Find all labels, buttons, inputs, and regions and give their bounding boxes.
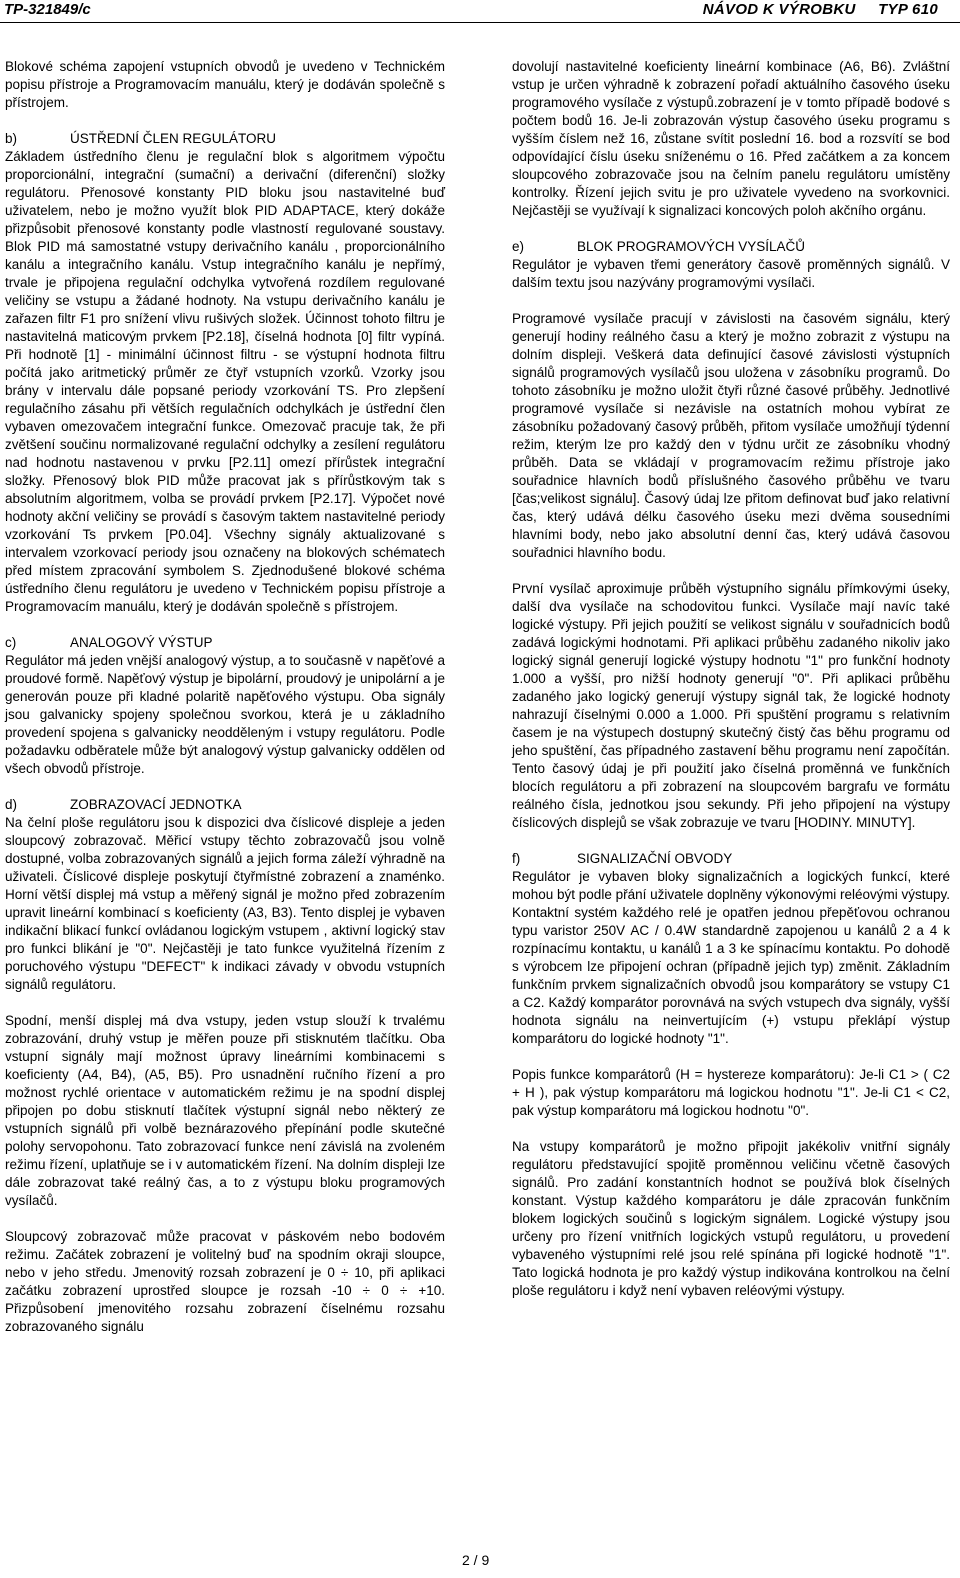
paragraph: dovolují nastavitelné koeficienty lineární kombinace (A6, B6). Zvláštní vstup je určen výhradně k zobrazení pořadí aktuálního časového úseku programového vysílače z výstupů.zobrazení je v tomto případě bodové s počtem bodů 16. Je-li zobrazován výstup časového úseku programu s vyšším číslem než 16, zůstane svítit poslední 16. bod a rozsvítí se bod odpovídající číslu úseku sníženému o 16. Před začátkem a za koncem sloupcového zobrazovače jsou na čelním panelu regulátoru umístěny kontrolky. Řízení jejich svitu je pro uživatele vyvedeno na svorkovnici. Nejčastěji se využívají k signalizaci koncových poloh akčního orgánu. — [512, 59, 950, 218]
section-letter: b) — [5, 131, 18, 146]
paragraph: Základem ústředního členu je regulační blok s algoritmem výpočtu proporcionální, integrační (sumační) a derivační (diferenční) složky regulátoru. Přenosové konstanty PID bloku jsou nastavitelné buď uživatelem, nebo je možno využít blok PID ADAPTACE, který dokáže přizpůsobit přenosové konstanty podle vlastností regulované soustavy. Blok PID má samostatné vstupy derivačního kanálu , proporcionálního kanálu a integračního kanálu. Vstup integračního kanálu je nepřímý, trvale je připojena regulační odchylka vytvořená rozdílem regulované veličiny se vstupu a žádané hodnoty. Na vstupu derivačního kanálu je zařazen filtr F1 pro snížení vlivu rušivých složek. Účinnost tohoto filtru je nastavitelná maticovým prvkem [P2.18], číselná hodnota [0] filtr vypíná. Při hodnotě [1] - minimální účinnost filtru - se výstupní hodnota filtru počítá jako aritmetický průměr ze čtyř vstupních vzorků. Vzorky jsou brány v intervalu dále popsané periody vzorkování TS. Pro zlepšení regulačního zásahu při větších regulačních odchylkách je ústřední člen vybaven omezovačem integrační funkce. Omezovač pracuje tak, že při zvětšení součinu normalizované regulační odchylky a zesílení regulátoru nad hodnotu nastavenou v prvku [P2.11] omezí přírůstek integrační složky. Přenosový blok PID může pracovat jak s přírůstkovým tak s absolutním algoritmem, volba se provádí prvkem [P2.17]. Výpočet nové hodnoty akční veličiny se provádí s časovým taktem nastavitelné periody vzorkování Ts prvkem [P0.04]. Všechny signály aktualizované s intervalem vzorkovací periody jsou označeny na blokových schématech před místem zpracování symbolem S. Zjednodušené blokové schéma ústředního členu regulátoru je uvedeno v Technickém popisu přístroje a Programovacím manuálu, který je dodáván společně s přístrojem. — [5, 149, 445, 614]
paragraph: Na čelní ploše regulátoru jsou k dispozici dva číslicové displeje a jeden sloupcový zobrazovač. Měřicí vstupy těchto zobrazovačů jsou volně dostupné, volba zobrazovaných signálů a jejich forma záleží výhradně na uživateli. Číslicové displeje poskytují čtyřmístné zobrazení a znaménko. Horní větší displej má vstup a měřený signál je možno před zobrazením upravit lineární kombinací s koeficienty (A3, B3). Tento displej je vybaven indikační blikací funkcí ovládanou logickým vstupem , aktivní logický stav pro funkci blikání je "0". Nejčastěji je tato funkce využitelná řízením z poruchového výstupu "DEFECT" k indikaci závady v obvodu vstupních signálů regulátoru. — [5, 815, 445, 992]
section-title: SIGNALIZAČNÍ OBVODY — [577, 851, 733, 866]
paragraph: První vysílač aproximuje průběh výstupního signálu přímkovými úseky, další dva vysílače na schodovitou funkci. Vysílače mají navíc také logické výstupy. Při jejich použití se velikost signálu v souřadnicích bodů zadává logickými hodnotami. Při aplikaci průběhu zadaného nikoliv jako logický signál generují logické výstupy hodnotu "1" pro funkční hodnoty 1.000 a vyšší, pro nižší hodnoty generují "0". Při aplikaci průběhu zadaného jako logický generují výstupy signál tak, že logické hodnoty nahrazují číselnými 0.000 a 1.000. Při spuštění programu s relativním časem je na výstupech dostupný skutečný čistý čas běhu programu od jeho spuštění, čas případného zastavení běhu programu není započítán. Tento časový údaj je při použití jako číselná proměnná ve funkčních blocích regulátoru a při zobrazení na sloupcovém bargrafu ve formátu reálného čísla, jednotkou jsou sekundy. Při jeho připojení na výstupy číslicových displejů se však zobrazuje ve tvaru [HODINY. MINUTY]. — [512, 581, 950, 830]
paragraph: Blokové schéma zapojení vstupních obvodů je uvedeno v Technickém popisu přístroje a Programovacím manuálu, který je dodáván společně s přístrojem. — [5, 59, 445, 110]
product-type: TYP 610 — [878, 1, 938, 18]
paragraph: Regulátor je vybaven třemi generátory časově proměnných signálů. V dalším textu jsou nazývány programovými vysílači. — [512, 257, 950, 290]
paragraph: Na vstupy komparátorů je možno připojit jakékoliv vnitřní signály regulátoru představující spojitě proměnnou veličinu včetně časových signálů. Pro zadání konstantních hodnot se používá blok číselných konstant. Výstup každého komparátoru je dále zpracován funkčním blokem logických součinů s logickým signálem. Logické výstupy jsou určeny pro řízení vnitřních logických vstupů regulátoru, u provedení vybaveného výstupními relé jsou relé spínána při logické hodnotě "1". Tato logická hodnota je pro každý výstup indikována kontrolkou na čelní ploše regulátoru i když není vybaven reléovými výstupy. — [512, 1139, 950, 1298]
section-letter: f) — [512, 851, 521, 866]
section-heading — [5, 130, 445, 148]
section-title: BLOK PROGRAMOVÝCH VYSÍLAČŮ — [577, 239, 806, 254]
paragraph: Sloupcový zobrazovač může pracovat v páskovém nebo bodovém režimu. Začátek zobrazení je volitelný buď na spodním okraji sloupce, nebo v jeho středu. Jmenovitý rozsah zobrazení je 0 ÷ 10, při aplikaci začátku zobrazení uprostřed sloupce je rozsah -10 ÷ 0 ÷ +10. Přizpůsobení jmenovitého rozsahu zobrazení číselnému rozsahu zobrazovaného signálu — [5, 1229, 445, 1334]
section-heading — [5, 634, 445, 652]
header-rule — [0, 22, 960, 23]
section-letter: c) — [5, 635, 17, 650]
right-column — [512, 58, 950, 1300]
paragraph: Programové vysílače pracují v závislosti na časovém signálu, který generují hodiny reálného času a který je možno zobrazit z výstupu na dolním displeji. Veškerá data definující časové závislosti výstupních signálů programových vysílačů jsou uložena v zásobníku programů. Do tohoto zásobníku je možno uložit čtyři různé časové průběhy. Jednotlivé programové vysílače si nezávisle na ostatních mohou vybírat ze zásobníku požadovaný časový průběh, přitom vysílače umožňují týdenní režim, kterým lze pro každý den v týdnu určit ze zásobníku vhodný průběh. Data se vkládají v programovacím režimu přístroje jako souřadnice hlavních bodů příslušného časového průběhu ve tvaru [čas;velikost signálu]. Časový údaj lze přitom definovat buď jako relativní čas, který udává délku časového úseku mezi dvěma sousedními hlavními body, nebo jako absolutní denní čas, který udává časovou souřadnici hlavního bodu. — [512, 311, 950, 560]
paragraph: Regulátor má jeden vnější analogový výstup, a to současně v napěťové a proudové formě. Napěťový výstup je bipolární, proudový je unipolární a je generován pouze při kladné polaritě napěťového výstupu. Oba signály jsou galvanicky spojeny společnou svorkou, která je u základního provedení spojena s galvanicky neodděleným i vstupy regulátoru. Podle požadavku odběratele může být analogový výstup galvanicky oddělen od všech obvodů přístroje. — [5, 653, 445, 776]
header-title-group — [685, 1, 938, 18]
page-header — [0, 0, 960, 22]
section-heading — [5, 796, 445, 814]
left-column — [5, 58, 445, 1336]
paragraph: Spodní, menší displej má dva vstupy, jeden vstup slouží k trvalému zobrazování, druhý vstup je měřen pouze při stisknutém tlačítku. Oba vstupní signály mají možnost úpravy lineárními kombinacemi s koeficienty (A4, B4), (A5, B5). Pro usnadnění ručního řízení a pro možnost rychlé orientace v automatickém režimu je na spodní displej připojen po dobu stisknutí tlačítek výstupní signál nebo některý ze vstupních signálů při volbě beznárazového přepínání podle skutečné polohy servopohonu. Tato zobrazovací funkce není závislá na zvoleném režimu řízení, uplatňuje se i v automatickém řízení. Na dolním displeji lze dále zobrazovat také reálný čas, a to z výstupu bloku programových vysílačů. — [5, 1013, 445, 1208]
document-title: NÁVOD K VÝROBKU — [702, 1, 856, 18]
section-heading — [512, 850, 950, 868]
section-title: ZOBRAZOVACÍ JEDNOTKA — [70, 797, 242, 812]
section-letter: e) — [512, 239, 525, 254]
paragraph: Regulátor je vybaven bloky signalizačních a logických funkcí, které mohou být podle přání uživatele doplněny výkonovými reléovými výstupy. Kontaktní systém každého relé je opatřen jednou přepěťovou ochranou typu varistor 250V AC / 0.4W standardně zapojenou u kanálů 2 a 4 k rozpínacímu kontaktu, u kanálů 1 a 3 ke spínacímu kontaktu. Po dohodě s výrobcem lze připojení ochran (případně jejich typ) změnit. Základním funkčním prvkem signalizačních obvodů jsou komparátory se vstupy C1 a C2. Každý komparátor porovnává na svých vstupech dva signály, vyšší hodnota signálu na neinvertujícím (+) vstupu překlápí výstup komparátoru do logické hodnoty "1". — [512, 869, 950, 1046]
document-code: TP-321849/c — [4, 1, 91, 18]
section-heading — [512, 238, 950, 256]
paragraph: Popis funkce komparátorů (H = hystereze komparátoru): Je-li C1 > ( C2 + H ), pak výstup komparátoru má logickou hodnotu "1". Je-li C1 < C2, pak výstup komparátoru má logickou hodnotu "0". — [512, 1067, 950, 1118]
section-title: ANALOGOVÝ VÝSTUP — [70, 635, 213, 650]
page-number: 2 / 9 — [462, 1552, 490, 1568]
section-title: ÚSTŘEDNÍ ČLEN REGULÁTORU — [70, 131, 277, 146]
section-letter: d) — [5, 797, 18, 812]
